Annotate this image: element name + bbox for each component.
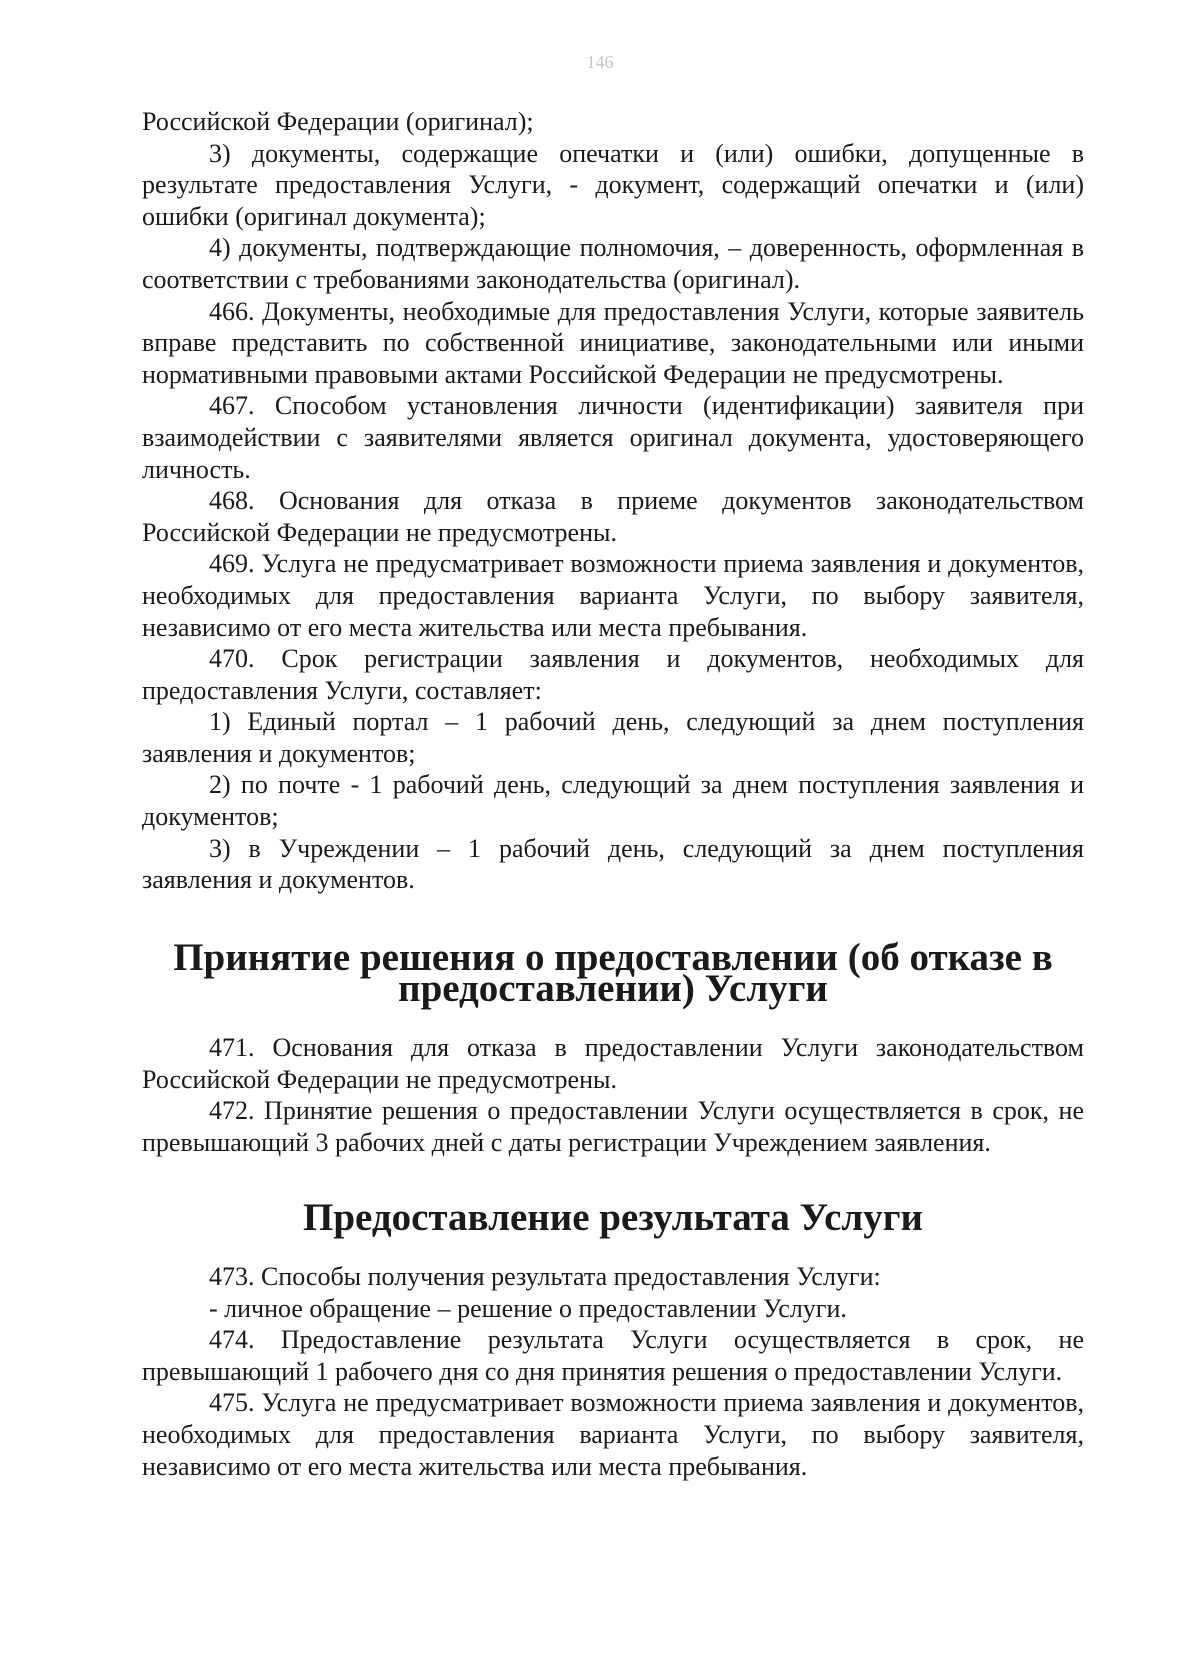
paragraph-470: 470. Срок регистрации заявления и документов, необходимых для предоставления Услуги, составляет:	[142, 644, 1084, 705]
paragraph-470-item-1: 1) Единый портал – 1 рабочий день, следующий за днем поступления заявления и документов;	[142, 707, 1084, 768]
paragraph-470-item-3: 3) в Учреждении – 1 рабочий день, следующий за днем поступления заявления и документов.	[142, 833, 1084, 895]
document-body	[142, 106, 1084, 1482]
paragraph-item-3: 3) документы, содержащие опечатки и (или) ошибки, допущенные в результате предоставления Услуги, - документ, содержащий опечатки и (или) ошибки (оригинал документа);	[142, 138, 1084, 231]
paragraph-473-item: - личное обращение – решение о предоставлении Услуги.	[209, 1293, 847, 1323]
paragraph-467: 467. Способом установления личности (идентификации) заявителя при взаимодействии с заявителями является оригинал документа, удостоверяющего личность.	[142, 391, 1084, 484]
paragraph-475: 475. Услуга не предусматривает возможности приема заявления и документов, необходимых для предоставления варианта Услуги, по выбору заявителя, независимо от его места жительства или места пребывания.	[142, 1388, 1084, 1481]
paragraph-471: 471. Основания для отказа в предоставлении Услуги законодательством Российской Федерации не предусмотрены.	[142, 1033, 1084, 1094]
paragraph-continuation: Российской Федерации (оригинал);	[142, 107, 534, 136]
section-heading-result: Предоставление результата Услуги	[303, 1196, 923, 1240]
paragraph-469: 469. Услуга не предусматривает возможности приема заявления и документов, необходимых для предоставления варианта Услуги, по выбору заявителя, независимо от его места жительства или места пребывания.	[142, 549, 1084, 642]
section-heading-decision: Принятие решения о предоставлении (об отказе в предоставлении) Услуги	[173, 935, 1053, 1011]
paragraph-472: 472. Принятие решения о предоставлении Услуги осуществляется в срок, не превышающий 3 рабочих дней с даты регистрации Учреждением заявления.	[142, 1096, 1084, 1157]
paragraph-473: 473. Способы получения результата предоставления Услуги:	[209, 1262, 881, 1291]
paragraph-470-item-2: 2) по почте - 1 рабочий день, следующий за днем поступления заявления и документов;	[142, 770, 1084, 832]
paragraph-466: 466. Документы, необходимые для предоставления Услуги, которые заявитель вправе представить по собственной инициативе, законодательными или иными нормативными правовыми актами Российской Федерации не предусмотрены.	[142, 296, 1084, 389]
paragraph-474: 474. Предоставление результата Услуги осуществляется в срок, не превышающий 1 рабочего дня со дня принятия решения о предоставлении Услуги.	[142, 1325, 1084, 1386]
page-number: 146	[586, 52, 614, 72]
paragraph-item-4: 4) документы, подтверждающие полномочия, – доверенность, оформленная в соответствии с требованиями законодательства (оригинал).	[142, 233, 1084, 294]
paragraph-468: 468. Основания для отказа в приеме документов законодательством Российской Федерации не предусмотрены.	[142, 486, 1084, 547]
